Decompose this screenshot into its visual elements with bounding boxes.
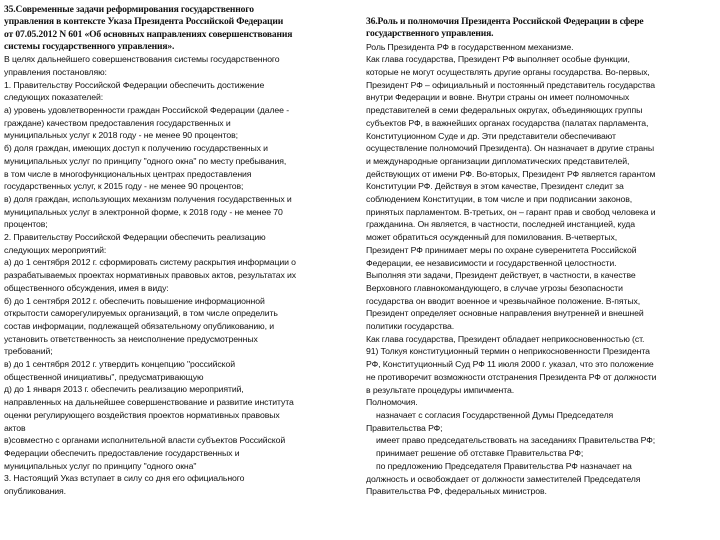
body-line: 2. Правительству Российской Федерации обеспечить реализацию [4,232,266,243]
body-line: б) до 1 сентября 2012 г. обеспечить повышение информационной [4,295,265,306]
body-line: Правительства РФ, федеральных министров. [366,486,547,497]
body-line: муниципальных услуг в электронной форме, к 2018 году - не менее 70 [4,206,283,217]
body-line: и международные организации дипломатических представителей, [366,155,630,166]
body-line: Роль Президента РФ в государственном механизме. [366,41,574,52]
heading-line: управления в контексте Указа Президента Российской Федерации [4,16,284,28]
body-line: в том числе в многофункциональных центрах предоставления [4,168,252,179]
body-line: б) доля граждан, имеющих доступ к получению государственных и [4,143,268,154]
body-line: в) до 1 сентября 2012 г. утвердить концепцию "российской [4,359,235,370]
body-line: муниципальных услуг по принципу "одного окна" по месту пребывания, [4,155,287,166]
body-line: Выполняя эти задачи, Президент действует, в частности, в качестве [366,270,636,281]
body-line: актов [4,422,26,433]
body-line: гражданина. Он является, в частности, последней инстанцией, куда [366,219,636,230]
body-line: действующих от имени РФ. Во-вторых, Президент РФ является гарантом [366,168,656,179]
left-column [4,4,358,498]
body-line: принимает решение об отставке Правительства РФ; [376,448,584,459]
body-line: муниципальных услуг к 2018 году - не менее 90 процентов; [4,130,238,141]
body-line: Президент РФ принимает меры по охране суверенитета Российской [366,244,637,255]
body-line: по предложению Председателя Правительства РФ назначает на [376,460,632,471]
body-line: в)совместно с органами исполнительной власти субъектов Российской [4,435,286,446]
body-line: а) до 1 сентября 2012 г. сформировать систему раскрытия информации о [4,257,296,268]
body-line: Конституционном Суде и др. Эти представители обеспечивают [366,130,616,141]
body-line: 3. Настоящий Указ вступает в силу со дня его официального [4,473,245,484]
body-line: государственных услуг, к 2015 году - не менее 90 процентов; [4,181,244,192]
body-line: Как глава государства, Президент обладает неприкосновенностью (ст. [366,333,645,344]
body-line: внутри Федерации и вовне. Внутри страны он имеет полномочных [366,92,630,103]
body-line: имеет право председательствовать на заседаниях Правительства РФ; [376,435,656,446]
body-line: в результате процедуры импичмента. [366,384,515,395]
right-column [366,16,716,498]
body-line: не противоречит возможности отстранения Президента РФ от должности [366,371,657,382]
body-line: в) доля граждан, использующих механизм получения государственных и [4,193,292,204]
body-line: общественной инициативы", предусматривающую [4,371,204,382]
body-line: граждане) качеством предоставления государственных и [4,117,231,128]
body-line: Федерации, ее независимости и государственной целостности. [366,257,617,268]
body-line: Федерации обеспечить предоставление государственных и [4,447,240,458]
body-line: Правительства РФ; [366,422,443,433]
body-line: следующих мероприятий: [4,244,107,255]
question-35-body [4,53,358,498]
body-line: В целях дальнейшего совершенствования системы государственного [4,54,280,65]
body-line: Президент определяет основные направления внутренней и внешней [366,308,644,319]
body-line: 1. Правительству Российской Федерации обеспечить достижение [4,79,265,90]
question-36-heading [366,16,716,41]
body-line: Полномочия. [366,397,418,408]
body-line: государства он вводит военное и чрезвычайное положение. В-пятых, [366,295,641,306]
body-line: принятых парламентом. В-третьих, он – гарант прав и свобод человека и [366,206,656,217]
body-line: субъектов РФ, в важнейших органах государства (палатах парламента, [366,117,649,128]
body-line: назначает с согласия Государственной Думы Председателя [376,409,614,420]
body-line: установить ответственность за неисполнение предусмотренных [4,333,258,344]
body-line: а) уровень удовлетворенности граждан Российской Федерации (далее - [4,105,289,115]
body-line: может обратиться осужденный для помилования. В-четвертых, [366,232,618,243]
body-line: состав информации, подлежащей обязательному опубликованию, и [4,320,274,331]
question-35-heading [4,4,358,53]
body-line: Верховного главнокомандующего, в случае угрозы безопасности [366,282,623,293]
body-line: политики государства. [366,321,455,332]
heading-line: от 07.05.2012 N 601 «Об основных направлениях совершенствования [4,28,293,40]
heading-line: 36.Роль и полномочия Президента Российской Федерации в сфере [366,16,644,27]
body-line: требований; [4,346,53,357]
body-line: представителей в семи федеральных округах, объединяющих группы [366,105,643,116]
heading-line: 35.Современные задачи реформирования государственного [4,4,254,15]
body-line: соблюдением Конституции, в том числе и при подписании законов, [366,194,633,205]
body-line: Как глава государства, Президент РФ выполняет особые функции, [366,54,630,65]
heading-line: системы государственного управления». [4,40,175,52]
body-line: открытости саморегулируемых организаций, в том числе определить [4,308,278,319]
body-line: которые не могут осуществлять другие органы государства. Во-первых, [366,67,650,77]
body-line: д) до 1 января 2013 г. обеспечить реализацию мероприятий, [4,384,244,395]
body-line: РФ, Конституционный Суд РФ 11 июля 2000 г. указал, что это положение [366,359,654,370]
body-line: процентов; [4,219,48,230]
body-line: управления постановляю: [4,66,107,77]
body-line: общественного обсуждения, имея в виду: [4,282,169,293]
body-line: разрабатываемых проектах нормативных правовых актов, результатах их [4,270,297,281]
body-line: осуществление полномочий Президента). Он назначает в другие страны [366,143,655,154]
heading-line: государственного управления. [366,28,494,40]
body-line: Конституции РФ. Действуя в этом качестве, Президент следит за [366,181,624,192]
body-line: муниципальных услуг по принципу "одного окна" [4,460,197,471]
body-line: направленных на дальнейшее совершенствование и развитие института [4,397,294,408]
body-line: 91) Толкуя конституционный термин о неприкосновенности Президента [366,346,650,357]
body-line: Президент РФ – официальный и постоянный представитель государства [366,79,655,90]
body-line: опубликования. [4,486,66,497]
body-line: следующих показателей: [4,92,104,103]
body-line: оценки регулирующего воздействия проектов нормативных правовых [4,409,280,420]
body-line: должность и освобождает от должности заместителей Председателя [366,473,641,484]
question-36-body [366,41,716,498]
